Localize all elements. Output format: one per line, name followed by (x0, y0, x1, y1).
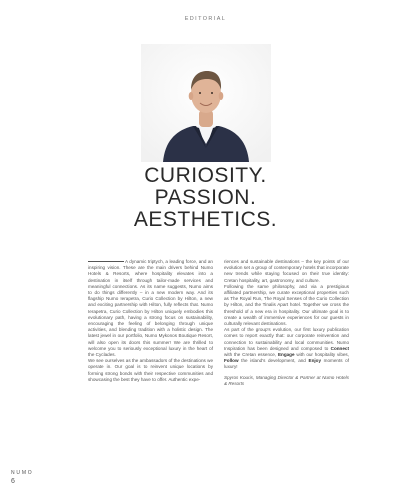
paragraph-text: moments of luxury! (224, 358, 349, 370)
headline-line-1: CURIOSITY. (144, 164, 267, 187)
author-signoff: Spyros Kouris, Managing Director & Partner at Numo Hotels & Resorts (224, 374, 349, 386)
brand-wordmark: NUMO (11, 470, 34, 476)
paragraph-text: A dynamic triptych, a leading force, and an inspiring vision. These are the main drivers behind Numo Hotels & Resorts, where hospitality elevates into a destination in itself through tailor-made services and meaningful connections. As its name suggests, Numo aims to do things differently – in a new modern way. And its flagship Numo Ierapetra, Curio Collection by Hilton, a new and exciting partnership with Hilton, fully reflects that. Numo Ierapetra, Curio Collection by Hilton uniquely embodies this evolutionary path, having a strong focus on sustainability, encouraging the feeling of belonging through unique activities, and blending tradition with a holistic design. The latest jewel in our portfolio, Numo Mykonos Boutique Resort, will also open its doors this summer! We are thrilled to welcome you to seriously exceptional luxury in the heart of the Cyclades. (88, 259, 213, 358)
intro-rule (88, 261, 124, 262)
article-column-left (88, 259, 213, 383)
paragraph (224, 327, 349, 370)
article-column-right (224, 259, 349, 387)
headline (0, 165, 411, 231)
paragraph (88, 259, 213, 358)
paragraph-text: with our hospitality vibes, (294, 352, 349, 358)
paragraph: We see ourselves as the ambassadors of the destinations we operate in. Our goal is to reinvent unique locations by forming strong bonds with their respective communities and showcasing the best they have to offer. Authentic expe- (88, 358, 213, 382)
headline-line-2: PASSION. (154, 186, 257, 209)
section-label: EDITORIAL (184, 16, 227, 22)
emphasis-enjoy: Enjoy (308, 358, 322, 364)
emphasis-connect: Connect (330, 345, 349, 351)
emphasis-follow: Follow (224, 358, 239, 364)
paragraph-text: As part of the group's evolution, our first luxury publication comes to report exactly that: our corporate reinvention and connection to sustainability and local communities. Numo Inspiration has been designed and composed to (224, 327, 349, 351)
page-number: 6 (11, 478, 15, 485)
paragraph: Following the same philosophy, and via a prestigious affiliated partnership, we curate exceptional properties such as The Royal Run, The Royal Senses of the Curio Collection by Hilton, and the Tinalis Apart hotel. Together we cross the threshold of a new era in hospitality. Our ultimate goal is to create a wealth of immersive experiences for our guests in culturally relevant destinations. (224, 283, 349, 327)
paragraph-text: with the Cretan essence, (224, 352, 278, 358)
emphasis-engage: Engage (277, 352, 295, 358)
portrait-photo (141, 44, 271, 162)
headline-line-3: AESTHETICS. (133, 208, 278, 231)
paragraph-text: the island's development, and (238, 358, 309, 364)
paragraph: riences and sustainable destinations – the key points of our evolution set a group of contemporary hotels that incorporate new trends while staying focused on their true identity: Cretan hospitality, art, gastronomy, and culture. (224, 259, 349, 283)
